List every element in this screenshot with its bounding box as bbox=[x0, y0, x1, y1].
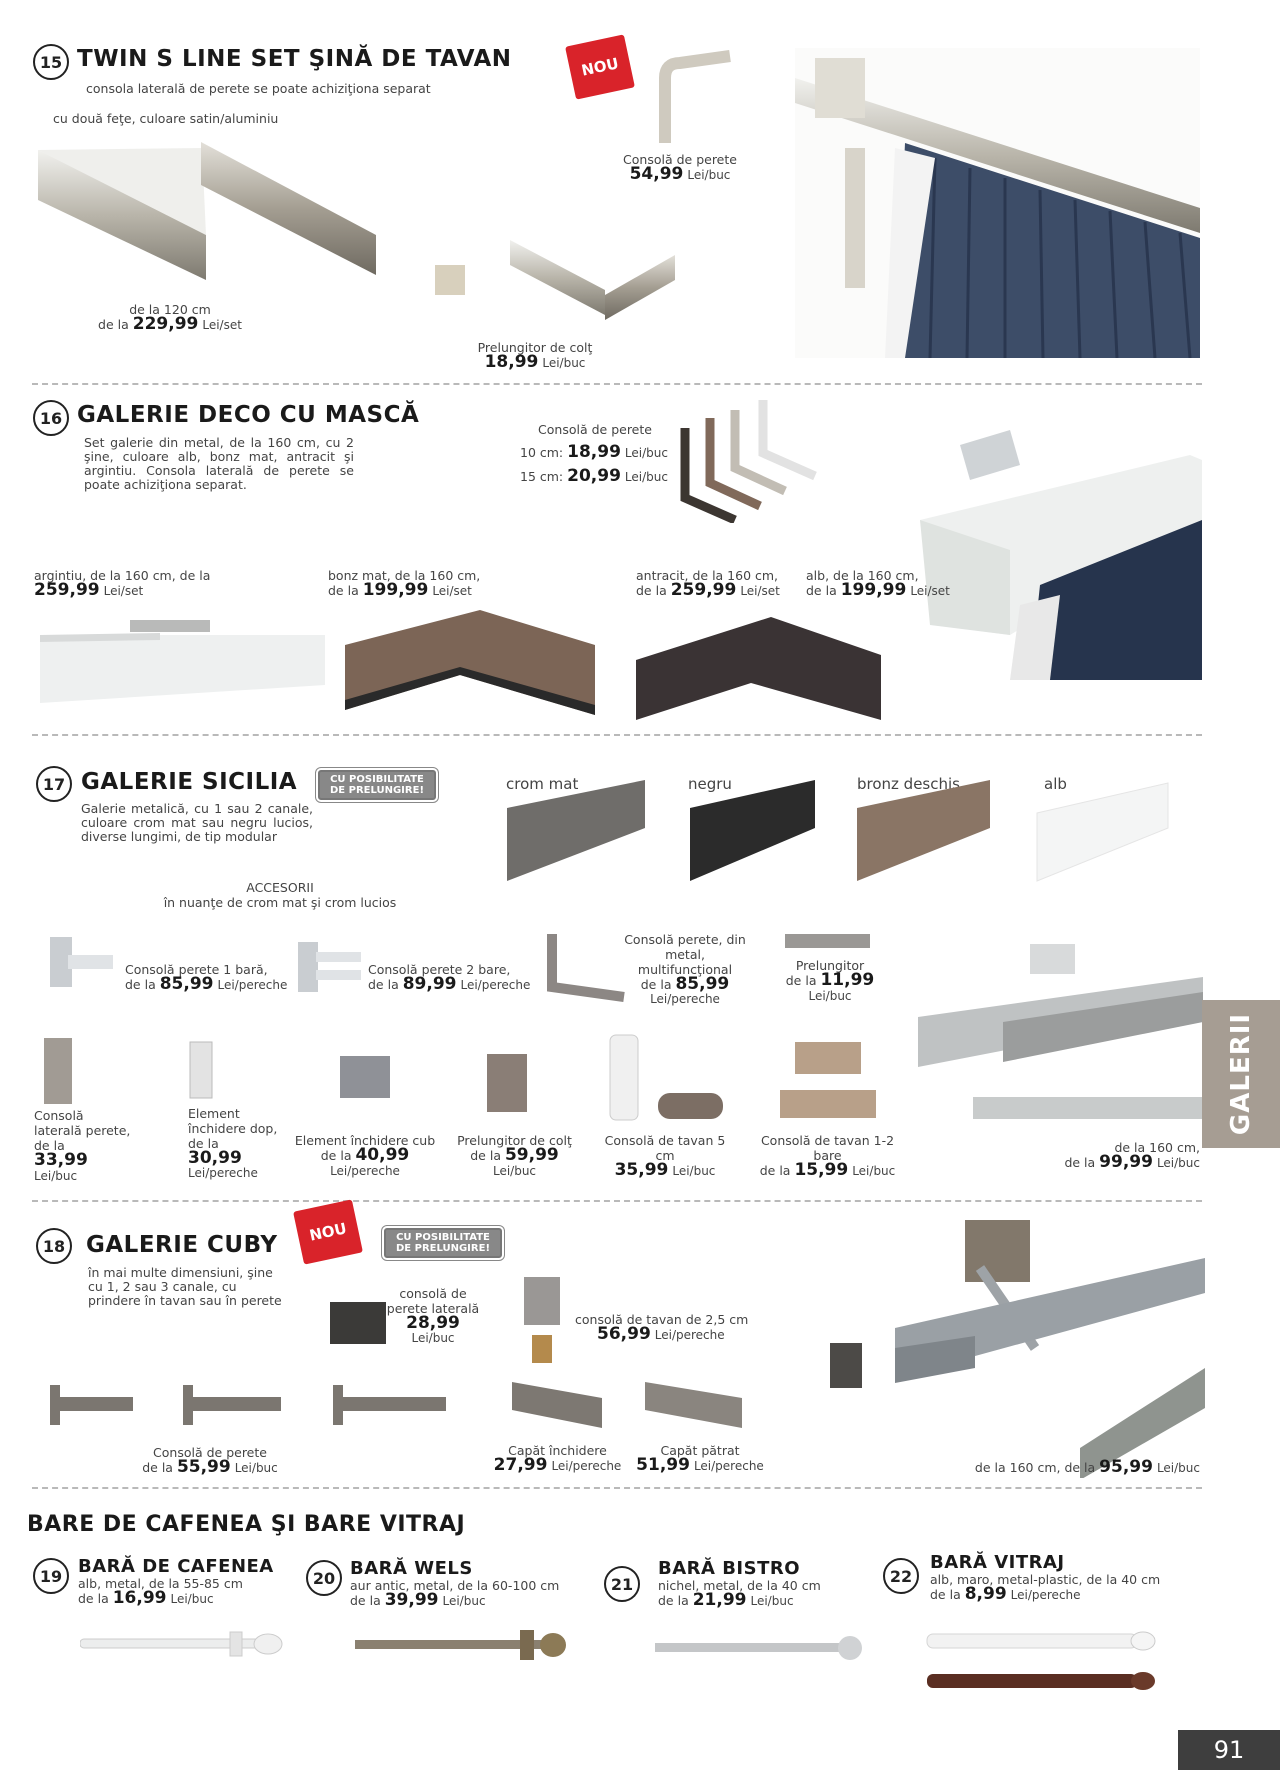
deco-bracket-15-price: 20,99 bbox=[567, 466, 621, 486]
section-desc-18: în mai multe dimensiuni, şine cu 1, 2 sau 3 canale, cu prindere în tavan sau în perete bbox=[88, 1265, 282, 1308]
acc-corner-extender bbox=[447, 1133, 582, 1179]
end-cap-image bbox=[186, 1040, 216, 1100]
acc-b5-label: Consolă de tavan 5 cm bbox=[604, 1133, 726, 1163]
acc-a3-prefix: de la bbox=[640, 977, 672, 992]
acc-b6-unit: Lei/buc bbox=[852, 1164, 896, 1178]
acc-b5-price: 35,99 bbox=[614, 1160, 669, 1180]
acc-a4-label: Prelungitor bbox=[795, 958, 865, 973]
wall-bracket-unit: Lei/buc bbox=[687, 168, 731, 182]
section-number-15: 15 bbox=[33, 44, 69, 80]
deco-anthracite-image bbox=[636, 615, 881, 720]
deco-bracket-10-price: 18,99 bbox=[567, 442, 621, 462]
bar-price-21: 21,99 bbox=[692, 1590, 747, 1610]
acc-b1-unit: Lei/buc bbox=[34, 1169, 78, 1183]
bar-desc-19-text: alb, metal, de la 55-85 cm bbox=[78, 1576, 243, 1591]
bar-price-19: 16,99 bbox=[112, 1588, 167, 1608]
acc-b6-price: 15,99 bbox=[794, 1160, 849, 1180]
section-title-15: TWIN S LINE SET ŞINĂ DE TAVAN bbox=[77, 46, 512, 72]
acc-a1-unit: Lei/pereche bbox=[217, 978, 288, 992]
cuby-ceil-label: consolă de tavan de 2,5 cm bbox=[575, 1312, 749, 1327]
deco-bracket-title: Consolă de perete bbox=[538, 422, 652, 437]
bar-desc-19 bbox=[78, 1576, 243, 1607]
deco-white-photo bbox=[920, 425, 1202, 680]
bar-desc-20-text: aur antic, metal, de la 60-100 cm bbox=[350, 1578, 560, 1593]
cuby-side-label: consolă de perete laterală bbox=[386, 1286, 480, 1316]
side-bracket-image bbox=[38, 1036, 78, 1106]
bar-title-20: BARĂ WELS bbox=[350, 1558, 473, 1579]
bare-heading: BARE DE CAFENEA ŞI BARE VITRAJ bbox=[27, 1512, 466, 1537]
section-number-16: 16 bbox=[33, 400, 69, 436]
cuby-cap2-label: Capăt pătrat bbox=[660, 1443, 740, 1458]
deco-v4-unit: Lei/set bbox=[910, 584, 950, 598]
section-number-20: 20 bbox=[306, 1560, 342, 1596]
acc-b4-unit: Lei/buc bbox=[492, 1164, 537, 1178]
bar-desc-22 bbox=[930, 1572, 1160, 1603]
cuby-cap1-label: Capăt închidere bbox=[508, 1443, 607, 1458]
deco-variant-silver bbox=[34, 568, 210, 599]
bracket-2-bars-image bbox=[296, 940, 366, 995]
acc-extender bbox=[765, 958, 895, 1004]
section-number-19: 19 bbox=[33, 1558, 69, 1594]
bar-unit-22: Lei/pereche bbox=[1010, 1588, 1081, 1602]
deco-v2-price: 199,99 bbox=[362, 580, 429, 600]
twin-rail-price-value: 229,99 bbox=[132, 314, 199, 334]
ceiling-bracket-12-image bbox=[778, 1040, 878, 1120]
acc-cube-cap bbox=[285, 1133, 445, 1179]
acc-b5-unit: Lei/buc bbox=[672, 1164, 716, 1178]
acc-a1-label: Consolă perete 1 bară, bbox=[125, 962, 268, 977]
deco-variant-bronze bbox=[328, 568, 480, 599]
cuby-cap1-unit: Lei/pereche bbox=[551, 1459, 622, 1473]
sicilia-main-label: de la 160 cm, bbox=[1114, 1140, 1200, 1155]
acc-a1-price: 85,99 bbox=[159, 974, 214, 994]
bar-image-19 bbox=[80, 1628, 285, 1660]
bracket-1-bar-image bbox=[48, 935, 118, 990]
deco-v4-price: 199,99 bbox=[840, 580, 907, 600]
bar-prefix-20: de la bbox=[350, 1593, 381, 1608]
bar-desc-20 bbox=[350, 1578, 559, 1609]
acc-a1-prefix: de la bbox=[125, 977, 156, 992]
deco-v4-label: alb, de la 160 cm, bbox=[806, 568, 919, 583]
bar-title-22: BARĂ VITRAJ bbox=[930, 1552, 1065, 1573]
acc-b4-price: 59,99 bbox=[504, 1145, 559, 1165]
acc-b3-prefix: de la bbox=[320, 1148, 352, 1163]
cuby-square-cap bbox=[635, 1443, 765, 1474]
extension-badge-18: CU POSIBILITATE DE PRELUNGIRE! bbox=[384, 1228, 502, 1258]
corner-extender-unit: Lei/buc bbox=[542, 356, 586, 370]
deco-v3-prefix: de la bbox=[636, 583, 667, 598]
deco-v2-prefix: de la bbox=[328, 583, 359, 598]
cuby-main-unit: Lei/buc bbox=[1156, 1461, 1200, 1475]
deco-v1-unit: Lei/set bbox=[103, 584, 144, 598]
section-desc-15a: consola laterală de perete se poate achiziţiona separat bbox=[86, 81, 431, 96]
section-title-18: GALERIE CUBY bbox=[86, 1232, 278, 1258]
accessories-subtitle: în nuanţe de crom mat şi crom lucios bbox=[163, 895, 397, 910]
separator bbox=[32, 383, 1202, 385]
twin-rail-price bbox=[90, 302, 250, 333]
cuby-caps-image bbox=[510, 1380, 750, 1435]
sicilia-rail-photo bbox=[918, 942, 1203, 1137]
wall-bracket-price bbox=[610, 152, 750, 183]
acc-a4-prefix: de la bbox=[785, 973, 817, 988]
new-badge: NOU bbox=[565, 34, 635, 99]
deco-v2-unit: Lei/set bbox=[432, 584, 472, 598]
acc-bracket-1-bar bbox=[125, 962, 287, 993]
section-title-17: GALERIE SICILIA bbox=[81, 769, 298, 795]
bar-price-20: 39,99 bbox=[384, 1590, 439, 1610]
bar-desc-21 bbox=[658, 1578, 821, 1609]
twin-rail-unit: Lei/set bbox=[202, 318, 242, 332]
color-crom-mat: crom mat bbox=[506, 775, 579, 793]
ceiling-bracket-image bbox=[608, 1033, 728, 1123]
deco-v1-label: argintiu, de la 160 cm, de la bbox=[34, 568, 211, 583]
deco-variant-anthracite bbox=[636, 568, 780, 599]
cuby-end-cap bbox=[490, 1443, 625, 1474]
twin-rail-length: de la 120 cm bbox=[129, 302, 211, 317]
acc-a2-label: Consolă perete 2 bare, bbox=[368, 962, 511, 977]
deco-bracket-info bbox=[520, 422, 670, 485]
bar-desc-21-text: nichel, metal, de la 40 cm bbox=[658, 1578, 821, 1593]
corner-extender-label: Prelungitor de colţ bbox=[477, 340, 593, 355]
bar-prefix-21: de la bbox=[658, 1593, 689, 1608]
section-number-18: 18 bbox=[36, 1228, 72, 1264]
cuby-wall-brackets-image bbox=[48, 1383, 448, 1433]
section-desc-15b: cu două feţe, culoare satin/aluminiu bbox=[53, 111, 279, 126]
deco-v1-price: 259,99 bbox=[34, 580, 100, 600]
cuby-ceiling-bracket bbox=[575, 1312, 748, 1343]
acc-multifunction-bracket bbox=[620, 932, 750, 1007]
bar-image-22 bbox=[925, 1626, 1157, 1696]
color-alb: alb bbox=[1044, 775, 1067, 793]
bar-image-21 bbox=[655, 1632, 865, 1664]
cuby-rail-photo bbox=[825, 1218, 1205, 1478]
acc-a3-unit: Lei/pereche bbox=[650, 992, 720, 1006]
deco-bracket-15-unit: Lei/buc bbox=[624, 470, 668, 484]
accessories-heading bbox=[160, 880, 400, 910]
bar-unit-21: Lei/buc bbox=[750, 1594, 794, 1608]
deco-v3-label: antracit, de la 160 cm, bbox=[636, 568, 779, 583]
acc-bracket-2-bars bbox=[368, 962, 530, 993]
cuby-ceil-price: 56,99 bbox=[597, 1324, 651, 1344]
category-tab-galerii[interactable] bbox=[1202, 1000, 1280, 1148]
acc-side-bracket bbox=[34, 1108, 134, 1184]
acc-a4-unit: Lei/buc bbox=[808, 989, 852, 1003]
corner-extender-image bbox=[425, 235, 675, 335]
wall-bracket-label: Consolă de perete bbox=[623, 152, 737, 167]
cube-cap-image bbox=[338, 1052, 393, 1102]
deco-bracket-10-label: 10 cm: bbox=[520, 445, 564, 460]
cuby-main-price bbox=[960, 1457, 1200, 1477]
acc-end-cap bbox=[188, 1106, 278, 1181]
bar-image-20 bbox=[355, 1624, 570, 1666]
corner-extender-price-value: 18,99 bbox=[484, 352, 539, 372]
cuby-side-price: 28,99 bbox=[406, 1313, 460, 1333]
cuby-wall-bracket bbox=[130, 1445, 290, 1476]
cuby-cap1-price: 27,99 bbox=[493, 1455, 548, 1475]
cuby-main-label: de la 160 cm, de la bbox=[974, 1460, 1096, 1475]
acc-b2-label: Element închidere dop, de la bbox=[188, 1106, 278, 1151]
section-desc-17: Galerie metalică, cu 1 sau 2 canale, culoare crom mat sau negru lucios, diverse lungimi, de tip modular bbox=[81, 801, 313, 844]
acc-b3-unit: Lei/pereche bbox=[330, 1164, 400, 1178]
deco-variant-white bbox=[806, 568, 950, 599]
cuby-side-bracket bbox=[378, 1286, 488, 1346]
section-desc-16: Set galerie din metal, de la 160 cm, cu 2 şine, culoare alb, bonz mat, antracit şi argintiu. Consola laterală de perete se poate achiziţiona separat. bbox=[84, 435, 354, 492]
acc-b2-price: 30,99 bbox=[188, 1148, 242, 1168]
separator bbox=[32, 734, 1202, 736]
deco-bronze-image bbox=[345, 605, 595, 720]
deco-v3-price: 259,99 bbox=[670, 580, 737, 600]
acc-a3-label: Consolă perete, din metal, multifuncţional bbox=[624, 932, 746, 977]
section-number-21: 21 bbox=[604, 1566, 640, 1602]
wall-bracket-price-value: 54,99 bbox=[629, 164, 684, 184]
acc-b3-price: 40,99 bbox=[355, 1145, 410, 1165]
cuby-cap2-unit: Lei/pereche bbox=[693, 1459, 764, 1473]
section-title-16: GALERIE DECO CU MASCĂ bbox=[77, 402, 420, 428]
deco-v4-prefix: de la bbox=[806, 583, 837, 598]
cuby-wall-prefix: de la bbox=[142, 1460, 173, 1475]
acc-b2-unit: Lei/pereche bbox=[188, 1166, 258, 1180]
cuby-wall-price: 55,99 bbox=[176, 1457, 231, 1477]
cuby-wall-unit: Lei/buc bbox=[234, 1461, 278, 1475]
bar-desc-22-text: alb, maro, metal-plastic, de la 40 cm bbox=[930, 1572, 1161, 1587]
cuby-ceil-unit: Lei/pereche bbox=[654, 1328, 725, 1342]
deco-bracket-10-unit: Lei/buc bbox=[624, 446, 668, 460]
twin-rail-curtain-photo bbox=[795, 48, 1200, 358]
corner-extender-price bbox=[460, 340, 610, 371]
cuby-ceiling-bracket-image bbox=[522, 1275, 562, 1365]
deco-silver-image bbox=[40, 615, 325, 705]
cuby-main-price-value: 95,99 bbox=[1099, 1457, 1153, 1477]
sicilia-main-unit: Lei/buc bbox=[1156, 1156, 1200, 1170]
acc-ceiling-bracket-5 bbox=[595, 1133, 735, 1179]
sicilia-main-prefix: de la bbox=[1064, 1155, 1096, 1170]
deco-v2-label: bonz mat, de la 160 cm, bbox=[328, 568, 481, 583]
separator bbox=[32, 1200, 1202, 1202]
section-number-22: 22 bbox=[883, 1558, 919, 1594]
bar-title-19: BARĂ DE CAFENEA bbox=[78, 1556, 274, 1577]
acc-b4-label: Prelungitor de colţ bbox=[457, 1133, 572, 1148]
twin-rail-prefix: de la bbox=[98, 317, 129, 332]
acc-b6-label: Consolă de tavan 1-2 bare bbox=[760, 1133, 895, 1163]
wall-bracket-image bbox=[655, 48, 735, 148]
sicilia-color-swatches bbox=[505, 775, 1170, 883]
cuby-cap2-price: 51,99 bbox=[636, 1455, 690, 1475]
sicilia-main-price-value: 99,99 bbox=[1099, 1152, 1153, 1172]
acc-a4-price: 11,99 bbox=[820, 970, 875, 990]
bar-unit-19: Lei/buc bbox=[170, 1592, 214, 1606]
acc-b1-price: 33,99 bbox=[34, 1150, 88, 1170]
extension-badge-17: CU POSIBILITATE DE PRELUNGIRE! bbox=[318, 770, 436, 800]
acc-b4-prefix: de la bbox=[470, 1148, 501, 1163]
bar-title-21: BARĂ BISTRO bbox=[658, 1558, 801, 1579]
acc-b3-label: Element închidere cub bbox=[294, 1133, 436, 1148]
bar-price-22: 8,99 bbox=[964, 1584, 1007, 1604]
accessories-title: ACCESORII bbox=[246, 880, 314, 895]
page-number: 91 bbox=[1178, 1730, 1280, 1770]
new-badge: NOU bbox=[293, 1199, 363, 1264]
acc-b6-prefix: de la bbox=[759, 1163, 791, 1178]
acc-ceiling-bracket-12 bbox=[750, 1133, 905, 1179]
deco-bracket-15-label: 15 cm: bbox=[520, 469, 564, 484]
bar-unit-20: Lei/buc bbox=[442, 1594, 486, 1608]
acc-a2-unit: Lei/pereche bbox=[460, 978, 531, 992]
corner-extender-sicilia-image bbox=[477, 1052, 537, 1114]
deco-v3-unit: Lei/set bbox=[740, 584, 780, 598]
cuby-wall-label: Consolă de perete bbox=[153, 1445, 267, 1460]
acc-a2-price: 89,99 bbox=[402, 974, 457, 994]
bar-prefix-22: de la bbox=[930, 1587, 961, 1602]
deco-brackets-image bbox=[675, 398, 835, 523]
extender-image bbox=[785, 932, 870, 950]
acc-a3-price: 85,99 bbox=[675, 974, 730, 994]
cuby-side-unit: Lei/buc bbox=[411, 1331, 455, 1345]
twin-rail-image bbox=[36, 140, 381, 290]
acc-a2-prefix: de la bbox=[368, 977, 399, 992]
color-bronz-deschis: bronz deschis bbox=[857, 775, 960, 793]
separator bbox=[32, 1487, 1202, 1489]
multifunction-bracket-image bbox=[544, 932, 629, 1002]
section-number-17: 17 bbox=[36, 766, 72, 802]
category-tab-label: GALERII bbox=[1226, 1012, 1257, 1136]
bar-prefix-19: de la bbox=[78, 1591, 109, 1606]
acc-b1-label: Consolă laterală perete, de la bbox=[34, 1108, 131, 1153]
sicilia-main-price bbox=[1000, 1140, 1200, 1171]
color-negru: negru bbox=[688, 775, 732, 793]
